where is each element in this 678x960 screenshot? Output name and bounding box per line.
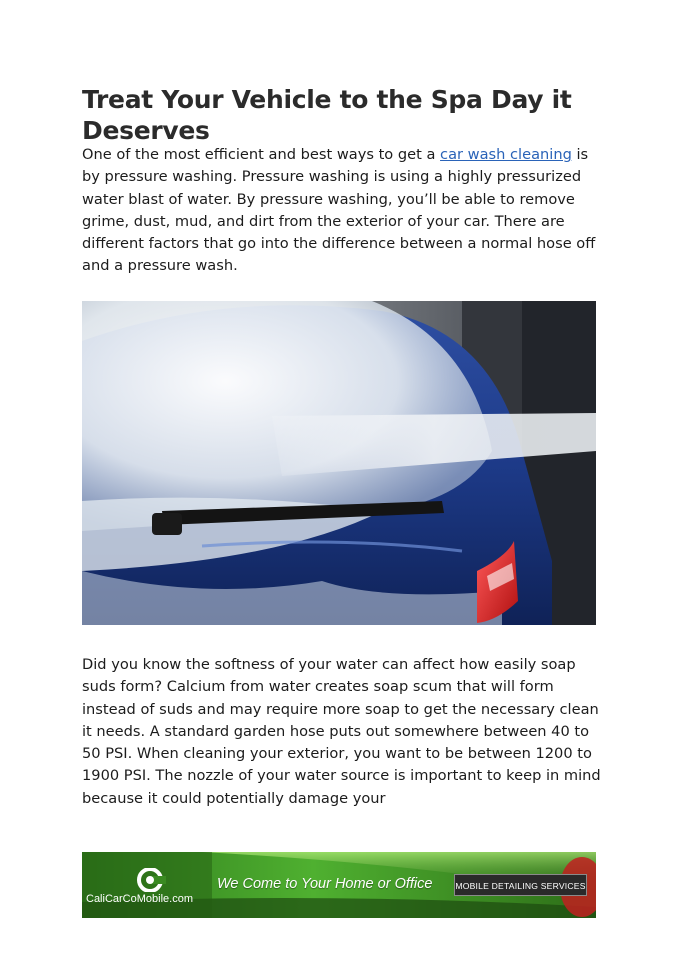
car-pressure-wash-photo (82, 301, 596, 625)
water-softness-paragraph: Did you know the softness of your water can affect how easily soap suds form? Calcium from water creates soap scum that will form instead of suds and may require more soap to get the necessary clean it needs. A standard garden hose puts out somewhere between 40 to 50 PSI. When cleaning your exterior, you want to be between 1200 to 1900 PSI. The nozzle of your water source is important to keep in mind because it could potentially damage your (82, 656, 601, 807)
banner-logo-text: CaliCarCoMobile.com (86, 893, 193, 905)
intro-paragraph (82, 144, 602, 278)
car-wash-cleaning-link[interactable]: car wash cleaning (440, 146, 572, 163)
ad-banner[interactable] (82, 852, 596, 918)
mobile-detailing-button[interactable]: MOBILE DETAILING SERVICES (454, 874, 587, 896)
page-title: Treat Your Vehicle to the Spa Day it Deserves (82, 85, 572, 145)
intro-text-start: One of the most efficient and best ways to get a (82, 146, 441, 163)
calicarco-logo-icon (136, 868, 166, 892)
intro-text-end: is by pressure washing. Pressure washing is using a highly pressurized water blast of water. By pressure washing, you’ll be able to remove grime, dust, mud, and dirt from the exterior of your car. There are different factors that go into the difference between a normal hose off and a pressure wash. (82, 146, 596, 275)
banner-tagline: We Come to Your Home or Office (217, 876, 433, 892)
